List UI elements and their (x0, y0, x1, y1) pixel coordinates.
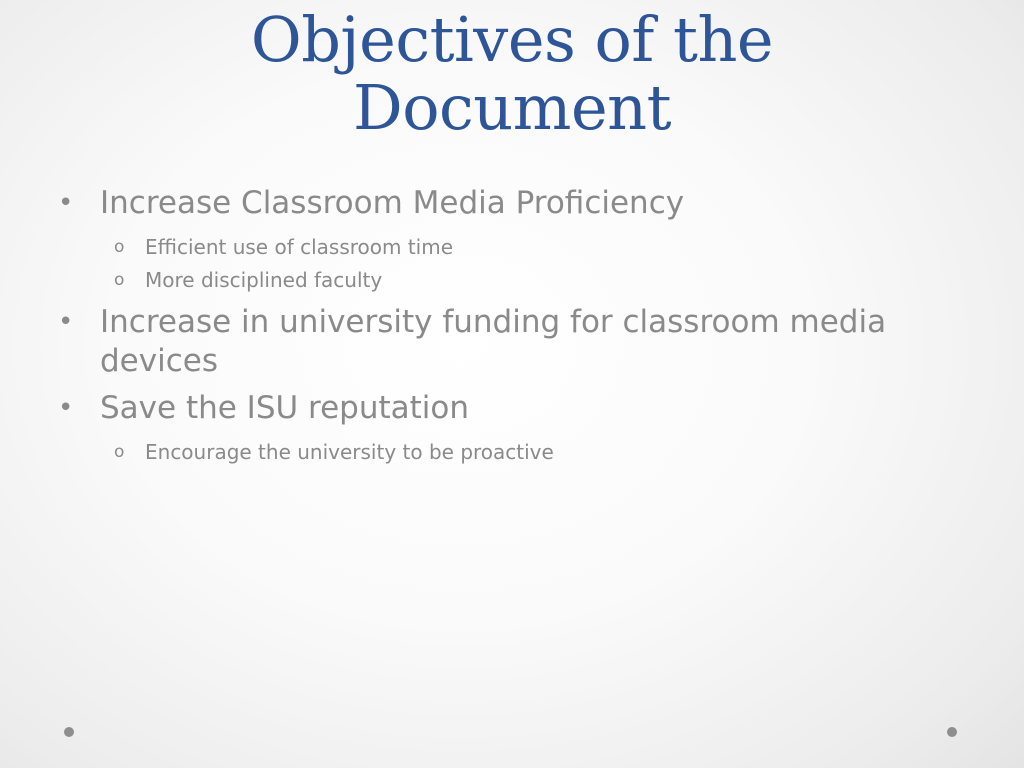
bullet-item (58, 389, 958, 428)
sub-bullet-marker: o (114, 442, 125, 462)
sub-bullet-list (58, 436, 958, 469)
decorative-dot-right (947, 727, 957, 737)
bullet-text: Increase Classroom Media Proficiency (100, 185, 685, 221)
sub-bullet-text: Efficient use of classroom time (145, 235, 454, 259)
bullet-text: Increase in university funding for classroom media devices (100, 304, 887, 379)
bullet-item (58, 184, 958, 223)
bullet-marker: • (58, 393, 74, 423)
slide-title-line-2: Document (352, 71, 672, 144)
sub-bullet-item (58, 264, 958, 297)
sub-bullet-text: Encourage the university to be proactive (145, 440, 554, 464)
decorative-dot-left (64, 727, 74, 737)
sub-bullet-item (58, 231, 958, 264)
sub-bullet-list (58, 231, 958, 297)
sub-bullet-item (58, 436, 958, 469)
slide-title (0, 3, 1024, 144)
sub-bullet-text: More disciplined faculty (145, 268, 383, 292)
bullet-text: Save the ISU reputation (100, 390, 470, 426)
bullet-marker: • (58, 307, 74, 337)
bullet-marker: • (58, 188, 74, 218)
bullet-list (58, 184, 958, 475)
sub-bullet-marker: o (114, 270, 125, 290)
sub-bullet-marker: o (114, 237, 125, 257)
slide-title-line-1: Objectives of the (250, 3, 774, 76)
bullet-item (58, 303, 958, 381)
